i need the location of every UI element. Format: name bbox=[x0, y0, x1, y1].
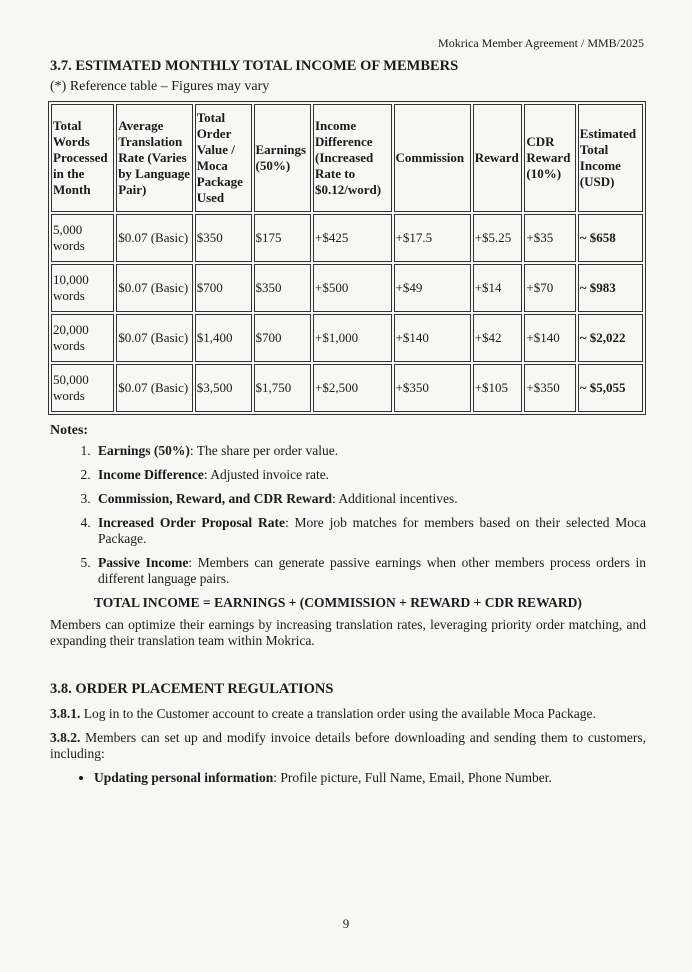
note-term: Earnings (50%) bbox=[98, 443, 190, 458]
bullet-list bbox=[50, 770, 646, 786]
list-item bbox=[94, 443, 646, 459]
clause-number: 3.8.2. bbox=[50, 730, 81, 745]
table-cell: +$350 bbox=[394, 364, 471, 412]
table-cell: +$425 bbox=[313, 214, 392, 262]
header-cell: Estimated Total Income (USD) bbox=[578, 104, 643, 212]
table-cell: 5,000 words bbox=[51, 214, 114, 262]
table-cell: ~ $658 bbox=[578, 214, 643, 262]
table-cell: $0.07 (Basic) bbox=[116, 314, 193, 362]
bullet-text: : Profile picture, Full Name, Email, Phone Number. bbox=[273, 770, 552, 785]
header-cell: Total Words Processed in the Month bbox=[51, 104, 114, 212]
table-cell: +$1,000 bbox=[313, 314, 392, 362]
list-item bbox=[94, 555, 646, 587]
list-item bbox=[94, 515, 646, 547]
header-cell: Income Difference (Increased Rate to $0.12/word) bbox=[313, 104, 392, 212]
table-cell: $1,400 bbox=[195, 314, 252, 362]
header-cell: CDR Reward (10%) bbox=[524, 104, 575, 212]
table-caption: (*) Reference table – Figures may vary bbox=[50, 79, 270, 94]
header-cell: Earnings (50%) bbox=[254, 104, 311, 212]
table-cell: 10,000 words bbox=[51, 264, 114, 312]
table-cell: $175 bbox=[254, 214, 311, 262]
page-number: 9 bbox=[342, 916, 350, 931]
table-cell: 50,000 words bbox=[51, 364, 114, 412]
table-header-row bbox=[51, 104, 643, 212]
table-cell: +$500 bbox=[313, 264, 392, 312]
summary-paragraph: Members can optimize their earnings by increasing translation rates, leveraging priority order matching, and expanding their translation team within Mokrica. bbox=[50, 617, 646, 648]
table-cell: $0.07 (Basic) bbox=[116, 364, 193, 412]
table-cell: $350 bbox=[254, 264, 311, 312]
header-cell: Reward bbox=[473, 104, 523, 212]
table-cell: $700 bbox=[195, 264, 252, 312]
table-cell: +$49 bbox=[394, 264, 471, 312]
note-text: : More job matches for members based on their selected Moca Package. bbox=[98, 515, 646, 546]
table-cell: $0.07 (Basic) bbox=[116, 264, 193, 312]
table-cell: ~ $5,055 bbox=[578, 364, 643, 412]
table-cell: $350 bbox=[195, 214, 252, 262]
table-cell: $1,750 bbox=[254, 364, 311, 412]
table-cell: +$140 bbox=[394, 314, 471, 362]
notes-title: Notes: bbox=[50, 423, 89, 438]
income-table bbox=[48, 101, 646, 415]
note-term: Commission, Reward, and CDR Reward bbox=[98, 491, 333, 506]
table-cell: +$5.25 bbox=[473, 214, 523, 262]
table-cell: +$2,500 bbox=[313, 364, 392, 412]
clause-number: 3.8.1. bbox=[50, 706, 81, 721]
clause-text: Members can set up and modify invoice details before downloading and sending them to customers, including: bbox=[50, 730, 646, 761]
table-cell: $3,500 bbox=[195, 364, 252, 412]
table-cell: +$35 bbox=[524, 214, 575, 262]
list-item bbox=[94, 770, 646, 786]
header-cell: Average Translation Rate (Varies by Language Pair) bbox=[116, 104, 193, 212]
page-content bbox=[50, 58, 646, 786]
table-cell: $700 bbox=[254, 314, 311, 362]
table-row bbox=[51, 264, 643, 312]
bullet-term: Updating personal information bbox=[94, 770, 274, 785]
table-row bbox=[51, 314, 643, 362]
running-header: Mokrica Member Agreement / MMB/2025 bbox=[438, 36, 644, 50]
table-cell: ~ $2,022 bbox=[578, 314, 643, 362]
list-item bbox=[94, 491, 646, 507]
table-cell: +$350 bbox=[524, 364, 575, 412]
header-cell: Commission bbox=[394, 104, 471, 212]
table-row bbox=[51, 214, 643, 262]
table-cell: +$70 bbox=[524, 264, 575, 312]
table-cell: +$105 bbox=[473, 364, 523, 412]
note-text: : Members can generate passive earnings when other members process orders in different language pairs. bbox=[98, 555, 646, 586]
table-cell: +$42 bbox=[473, 314, 523, 362]
list-item bbox=[94, 467, 646, 483]
note-text: : Adjusted invoice rate. bbox=[203, 467, 330, 482]
table-cell: +$14 bbox=[473, 264, 523, 312]
paragraph-3-8-2 bbox=[50, 730, 646, 762]
table-cell: +$17.5 bbox=[394, 214, 471, 262]
note-term: Increased Order Proposal Rate bbox=[98, 515, 285, 530]
note-text: : Additional incentives. bbox=[332, 491, 458, 506]
table-cell: $0.07 (Basic) bbox=[116, 214, 193, 262]
table-cell: +$140 bbox=[524, 314, 575, 362]
header-cell: Total Order Value / Moca Package Used bbox=[195, 104, 252, 212]
table-cell: 20,000 words bbox=[51, 314, 114, 362]
table-cell: ~ $983 bbox=[578, 264, 643, 312]
paragraph-3-8-1 bbox=[50, 706, 646, 722]
note-term: Income Difference bbox=[98, 467, 204, 482]
section-title: 3.8. ORDER PLACEMENT REGULATIONS bbox=[50, 681, 334, 697]
table-row bbox=[51, 364, 643, 412]
note-term: Passive Income bbox=[98, 555, 189, 570]
notes-list bbox=[50, 443, 646, 587]
section-title: 3.7. ESTIMATED MONTHLY TOTAL INCOME OF MEMBERS bbox=[50, 58, 459, 74]
income-formula: TOTAL INCOME = EARNINGS + (COMMISSION + REWARD + CDR REWARD) bbox=[94, 595, 582, 610]
note-text: : The share per order value. bbox=[189, 443, 339, 458]
clause-text: Log in to the Customer account to create a translation order using the available Moca Package. bbox=[80, 706, 596, 721]
